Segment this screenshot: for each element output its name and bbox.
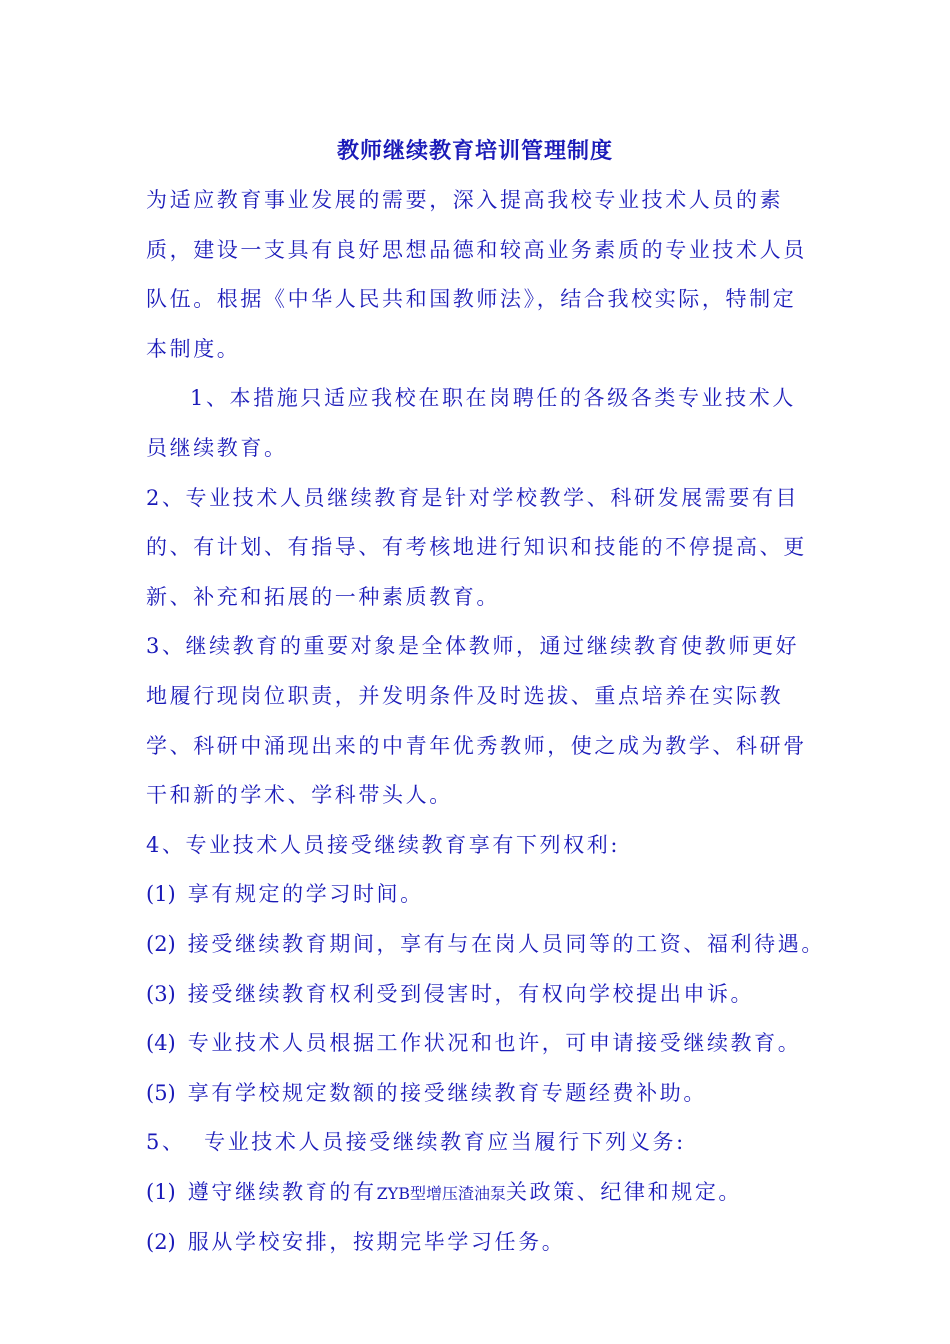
- clause-3: 3、继续教育的重要对象是全体教师，通过继续教育使教师更好地履行现岗位职责，并发明条件及时选拔、重点培养在实际教学、科研中涌现出来的中青年优秀教师，使之成为教学、科研骨干和新的学术、学科带头人。: [146, 634, 807, 808]
- right-number: (3): [146, 981, 176, 1006]
- right-item: [146, 1019, 816, 1069]
- right-text: 专业技术人员根据工作状况和也许，可申请接受继续教育。: [187, 1031, 802, 1056]
- duty-number: (2): [146, 1230, 176, 1255]
- clause-5: 5、 专业技术人员接受继续教育应当履行下列义务:: [146, 1130, 686, 1155]
- clause-4: 4、专业技术人员接受继续教育享有下列权利:: [146, 832, 621, 857]
- right-number: (1): [146, 882, 176, 907]
- inserted-text: ZYB型增压渣油泵: [376, 1183, 507, 1203]
- intro-paragraph: 为适应教育事业发展的需要，深入提高我校专业技术人员的素质，建设一支具有良好思想品德和较高业务素质的专业技术人员队伍。根据《中华人民共和国教师法》，结合我校实际，特制定本制度。: [146, 188, 807, 361]
- document-title: 教师继续教育培训管理制度: [336, 139, 613, 164]
- document-body: [146, 176, 825, 1268]
- right-text: 享有学校规定数额的接受继续教育专题经费补助。: [187, 1080, 707, 1105]
- duty-text-before: 遵守继续教育的有: [187, 1179, 377, 1204]
- clause-1: 1、本措施只适应我校在职在岗聘任的各级各类专业技术人员继续教育。: [146, 386, 796, 460]
- duty-text-after: 关政策、纪律和规定。: [506, 1179, 743, 1204]
- right-item: [146, 970, 816, 1020]
- duty-item: [146, 1218, 816, 1268]
- right-number: (5): [146, 1080, 176, 1105]
- duty-item: [146, 1168, 816, 1219]
- right-text: 享有规定的学习时间。: [187, 882, 424, 907]
- duty-text: 服从学校安排，按期完毕学习任务。: [187, 1230, 566, 1255]
- right-number: (4): [146, 1031, 176, 1056]
- clause-2: 2、专业技术人员继续教育是针对学校教学、科研发展需要有目的、有计划、有指导、有考核地进行知识和技能的不停提高、更新、补充和拓展的一种素质教育。: [146, 485, 807, 609]
- right-text: 接受继续教育权利受到侵害时，有权向学校提出申诉。: [187, 981, 755, 1006]
- right-item: [146, 870, 816, 920]
- right-text: 接受继续教育期间，享有与在岗人员同等的工资、福利待遇。: [187, 931, 825, 956]
- right-item: [146, 920, 825, 970]
- right-item: [146, 1069, 816, 1119]
- right-number: (2): [146, 931, 176, 956]
- duty-number: (1): [146, 1179, 176, 1204]
